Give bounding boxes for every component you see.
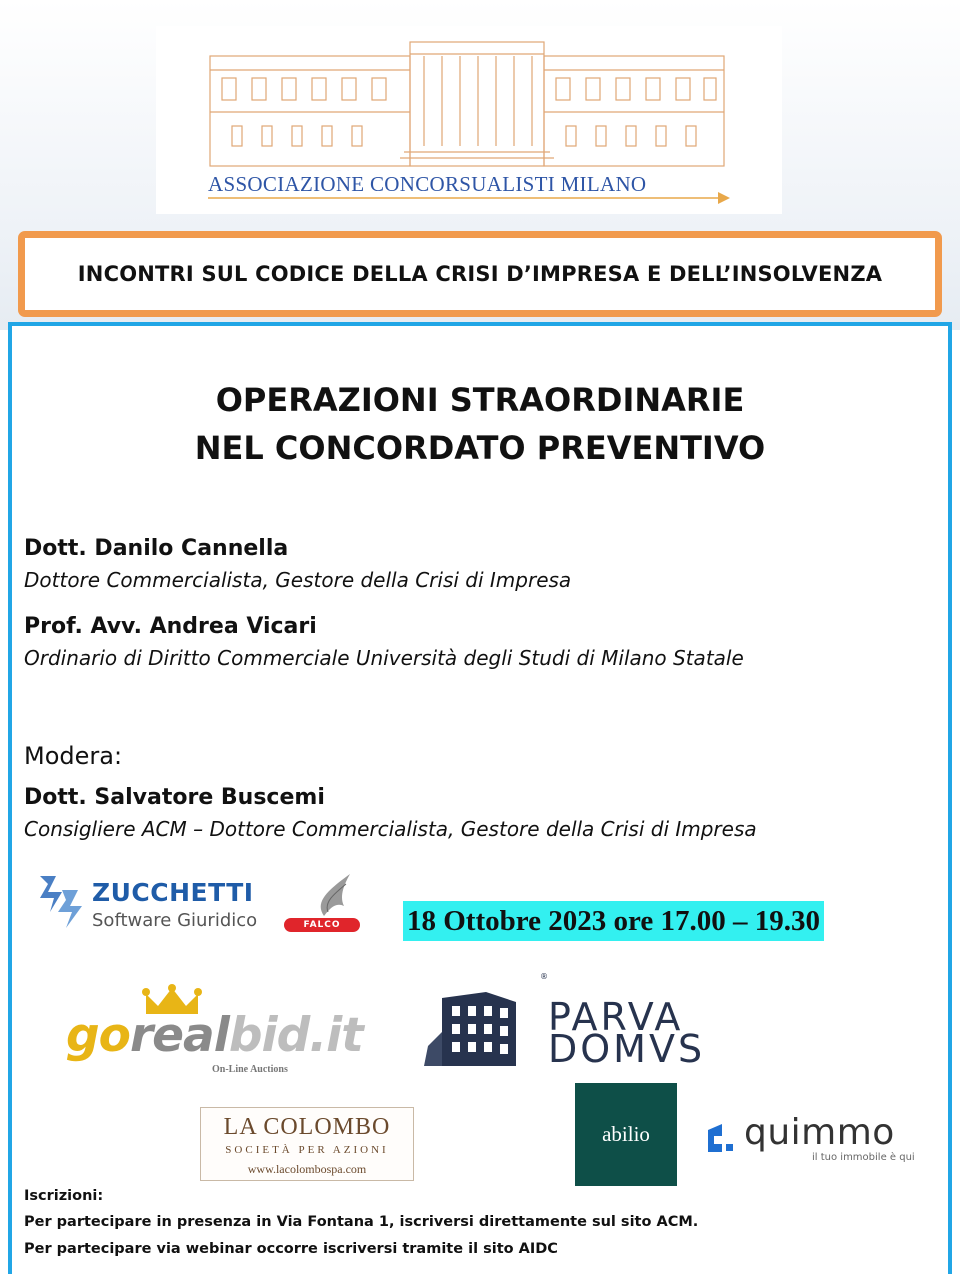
moderator-name: Dott. Salvatore Buscemi — [24, 785, 325, 810]
speaker-1-name: Dott. Danilo Cannella — [24, 536, 289, 561]
parva-domus-logo — [424, 972, 714, 1072]
quimmo-name: quimmo — [744, 1112, 895, 1153]
la-colombo-title: LA COLOMBO — [223, 1114, 391, 1140]
falco-name: FALCO — [284, 918, 360, 932]
event-title — [0, 376, 960, 472]
registration-line1: Per partecipare in presenza in Via Fontana 1, iscriversi direttamente sul sito ACM. — [24, 1214, 699, 1230]
gorealbid-subtitle: On-Line Auctions — [212, 1064, 288, 1075]
parva-line1: PARVA — [548, 995, 684, 1039]
gorealbid-bid: bid.it — [228, 1008, 363, 1063]
la-colombo-subtitle: SOCIETÀ PER AZIONI — [225, 1144, 389, 1156]
association-logo — [156, 26, 782, 214]
series-title: INCONTRI SUL CODICE DELLA CRISI D’IMPRESA E DELL’INSOLVENZA — [77, 262, 883, 286]
zucchetti-subtitle: Software Giuridico — [92, 910, 258, 931]
la-colombo-logo — [200, 1107, 414, 1181]
quimmo-logo — [706, 1112, 916, 1168]
building-icon — [424, 992, 520, 1072]
event-date-time: 18 Ottobre 2023 ore 17.00 – 19.30 — [403, 901, 824, 941]
speaker-2-role: Ordinario di Diritto Commerciale Università degli Studi di Milano Statale — [24, 646, 744, 670]
registration-heading: Iscrizioni: — [24, 1188, 104, 1204]
series-banner — [18, 231, 942, 317]
moderator-label: Modera: — [24, 742, 123, 770]
quimmo-tagline: il tuo immobile è qui — [812, 1152, 915, 1163]
gorealbid-real: real — [129, 1008, 229, 1063]
parva-line2: DOMVS — [548, 1027, 706, 1071]
speaker-2-name: Prof. Avv. Andrea Vicari — [24, 614, 317, 639]
registration-line2: Per partecipare via webinar occorre iscriversi tramite il sito AIDC — [24, 1241, 558, 1257]
zucchetti-logo — [36, 872, 276, 938]
gorealbid-go: go — [66, 1008, 130, 1063]
event-title-line2: NEL CONCORDATO PREVENTIVO — [194, 429, 766, 467]
quimmo-mark-icon — [706, 1122, 738, 1154]
falcon-icon — [284, 872, 364, 922]
la-colombo-url: www.lacolombospa.com — [247, 1162, 367, 1176]
speaker-1-role: Dottore Commercialista, Gestore della Crisi di Impresa — [24, 568, 572, 592]
event-title-line1: OPERAZIONI STRAORDINARIE — [215, 381, 745, 419]
zucchetti-name: ZUCCHETTI — [92, 878, 254, 907]
abilio-logo — [575, 1083, 677, 1186]
association-name: ASSOCIAZIONE CONCORSUALISTI MILANO — [208, 172, 647, 196]
zucchetti-mark-icon — [36, 872, 86, 932]
parva-reg-mark: ® — [540, 972, 548, 981]
gorealbid-wordmark — [66, 1008, 363, 1063]
gorealbid-logo — [66, 984, 363, 1080]
abilio-name: abilio — [602, 1122, 650, 1146]
moderator-role: Consigliere ACM – Dottore Commercialista, Gestore della Crisi di Impresa — [24, 817, 757, 841]
falco-logo — [284, 872, 364, 936]
